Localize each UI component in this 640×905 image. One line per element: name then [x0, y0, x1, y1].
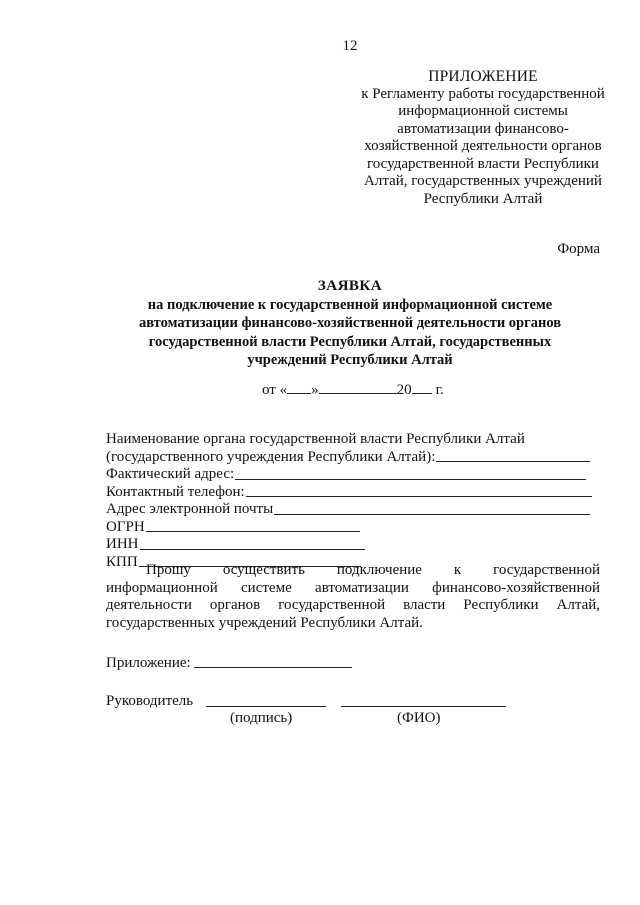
ogrn-field[interactable]	[146, 531, 360, 532]
date-line	[262, 380, 444, 399]
request-text: Прошу осуществить подключение к государственной информационной системе автоматизации финансово-хозяйственной деятельности органов государственной власти Республики Алтай, государственных учреждений Республики Алтай.	[106, 562, 600, 631]
attachment-row	[106, 655, 352, 672]
year-prefix: 20	[396, 382, 412, 398]
application-title: ЗАЯВКА	[317, 278, 383, 294]
application-subtitle-line: государственной власти Республики Алтай, государственных	[148, 333, 552, 350]
application-subtitle-line: учреждений Республики Алтай	[247, 352, 453, 368]
ogrn-label: ОГРН	[106, 518, 145, 535]
appendix-line: автоматизации финансово-	[397, 120, 569, 137]
org-name-alt-label: (государственного учреждения Республики Алтай):	[106, 448, 436, 465]
signature-field[interactable]	[206, 706, 326, 707]
day-field[interactable]	[287, 380, 311, 394]
appendix-line: хозяйственной деятельности органов	[364, 138, 602, 154]
kpp-label: КПП	[106, 553, 138, 570]
signature-caption: (подпись)	[230, 710, 293, 726]
phone-label: Контактный телефон:	[106, 483, 245, 500]
head-label: Руководитель	[106, 693, 194, 709]
org-name-field[interactable]	[436, 461, 590, 462]
attachment-field[interactable]	[194, 667, 352, 668]
org-name-label: Наименование органа государственной власти Республики Алтай	[106, 431, 525, 447]
email-label: Адрес электронной почты	[106, 501, 274, 517]
attachment-label: Приложение:	[106, 655, 191, 671]
application-subtitle-line: автоматизации финансово-хозяйственной деятельности органов	[138, 315, 562, 331]
appendix-line: Алтай, государственных учреждений	[364, 173, 602, 189]
form-label: Форма	[557, 241, 600, 257]
inn-label: ИНН	[106, 536, 139, 552]
date-prefix: от «	[262, 382, 288, 398]
phone-field[interactable]	[246, 496, 592, 497]
application-subtitle-line: на подключение к государственной информационной системе	[147, 296, 553, 313]
appendix-header	[318, 68, 640, 208]
email-field[interactable]	[274, 514, 590, 515]
address-label: Фактический адрес:	[106, 466, 235, 482]
full-name-field[interactable]	[341, 706, 506, 707]
year-field[interactable]	[412, 380, 432, 394]
request-paragraph	[106, 562, 600, 632]
appendix-line: государственной власти Республики	[367, 155, 599, 172]
date-mid: »	[311, 382, 319, 398]
appendix-line: информационной системы	[398, 103, 568, 119]
year-suffix: г.	[435, 382, 444, 398]
address-field[interactable]	[235, 479, 586, 480]
appendix-title: ПРИЛОЖЕНИЕ	[428, 68, 538, 85]
inn-field[interactable]	[140, 549, 365, 550]
application-title-block	[0, 277, 640, 370]
appendix-line: к Регламенту работы государственной	[361, 85, 605, 102]
full-name-caption: (ФИО)	[397, 710, 441, 726]
month-field[interactable]	[319, 380, 397, 394]
page-number: 12	[342, 38, 358, 54]
organization-fields	[106, 431, 596, 571]
appendix-line: Республики Алтай	[423, 190, 543, 207]
